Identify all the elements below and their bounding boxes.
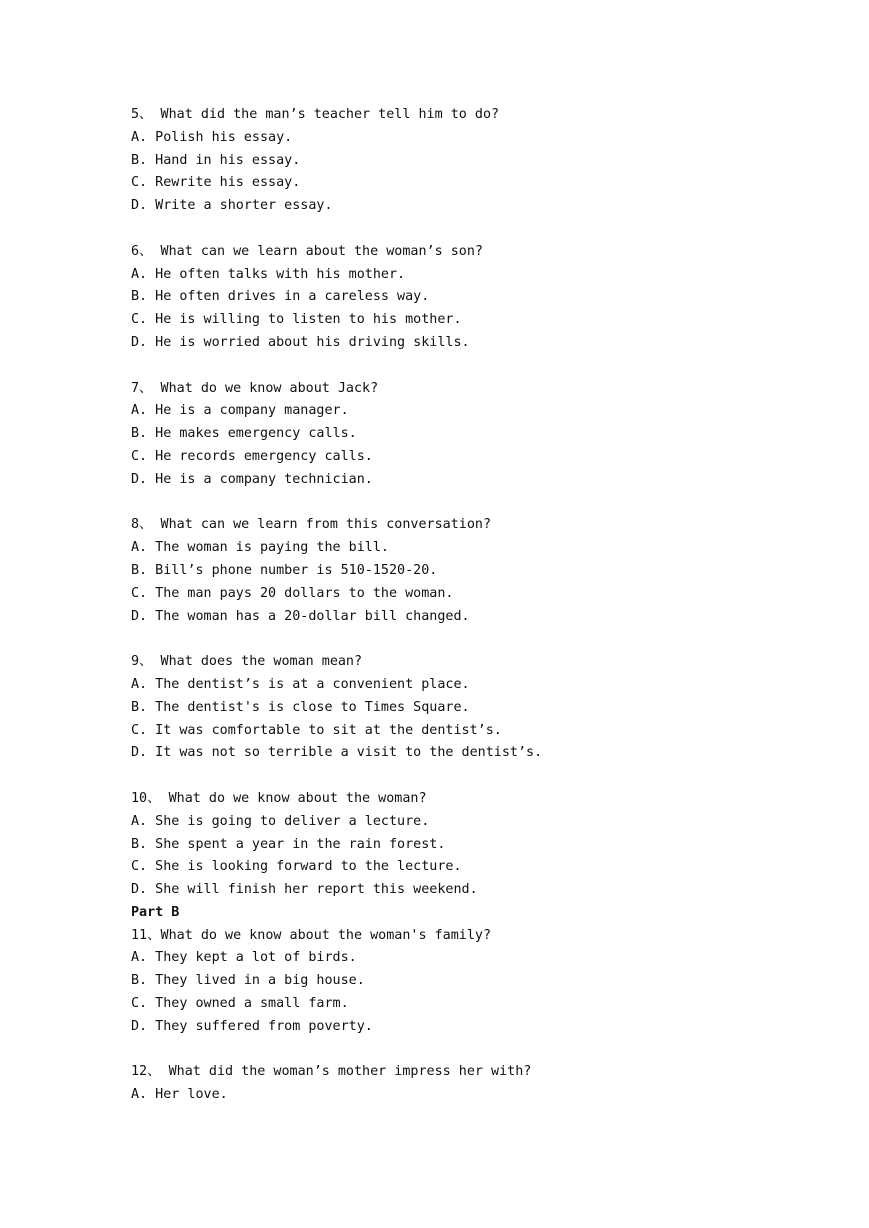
question-stem: 7、 What do we know about Jack? <box>131 380 379 396</box>
option-d: D. She will finish her report this weekend. <box>131 882 478 898</box>
option-c: C. She is looking forward to the lecture. <box>131 859 462 875</box>
blank-line <box>131 628 831 651</box>
option-c: C. Rewrite his essay. <box>131 175 301 191</box>
question-stem: 5、 What did the man’s teacher tell him to do? <box>131 107 500 122</box>
option-a: A. They kept a lot of birds. <box>131 950 357 966</box>
question-stem: 11、What do we know about the woman's family? <box>131 927 492 943</box>
question-7 <box>131 378 831 492</box>
question-8 <box>131 514 831 628</box>
option-d: D. It was not so terrible a visit to the dentist’s. <box>131 745 543 761</box>
blank-line <box>131 492 831 515</box>
option-a: A. She is going to deliver a lecture. <box>131 813 430 829</box>
question-11 <box>131 925 831 1039</box>
option-c: C. It was comfortable to sit at the dentist’s. <box>131 722 502 738</box>
option-b: B. The dentist's is close to Times Square. <box>131 699 470 715</box>
question-6 <box>131 241 831 355</box>
question-stem: 12、 What did the woman’s mother impress her with? <box>131 1064 532 1080</box>
option-a: A. The woman is paying the bill. <box>131 540 389 556</box>
section-heading: Part B <box>131 904 180 920</box>
option-b: B. Hand in his essay. <box>131 152 301 168</box>
option-b: B. Bill’s phone number is 510-1520-20. <box>131 562 438 578</box>
option-d: D. Write a shorter essay. <box>131 198 333 214</box>
option-b: B. They lived in a big house. <box>131 973 365 989</box>
question-9 <box>131 651 831 765</box>
option-c: C. The man pays 20 dollars to the woman. <box>131 585 454 601</box>
option-a: A. The dentist’s is at a convenient place. <box>131 676 470 692</box>
option-c: C. He is willing to listen to his mother. <box>131 312 462 328</box>
question-12 <box>131 1061 831 1107</box>
question-stem: 8、 What can we learn from this conversation? <box>131 517 492 533</box>
blank-line <box>131 355 831 378</box>
question-10 <box>131 788 831 902</box>
question-5 <box>131 104 831 218</box>
document-page <box>131 104 831 1107</box>
option-d: D. The woman has a 20-dollar bill changed. <box>131 608 470 624</box>
option-a: A. Her love. <box>131 1087 228 1103</box>
option-d: D. They suffered from poverty. <box>131 1018 373 1034</box>
blank-line <box>131 218 831 241</box>
option-d: D. He is worried about his driving skills. <box>131 334 470 350</box>
option-c: C. They owned a small farm. <box>131 996 349 1012</box>
option-d: D. He is a company technician. <box>131 471 373 487</box>
question-stem: 9、 What does the woman mean? <box>131 654 363 670</box>
option-b: B. She spent a year in the rain forest. <box>131 836 446 852</box>
blank-line <box>131 1039 831 1062</box>
blank-line <box>131 765 831 788</box>
option-a: A. Polish his essay. <box>131 129 293 145</box>
question-stem: 6、 What can we learn about the woman’s son? <box>131 243 483 259</box>
question-stem: 10、 What do we know about the woman? <box>131 790 427 806</box>
option-a: A. He often talks with his mother. <box>131 266 406 282</box>
option-b: B. He often drives in a careless way. <box>131 289 430 305</box>
option-c: C. He records emergency calls. <box>131 448 373 464</box>
option-a: A. He is a company manager. <box>131 403 349 419</box>
option-b: B. He makes emergency calls. <box>131 426 357 442</box>
